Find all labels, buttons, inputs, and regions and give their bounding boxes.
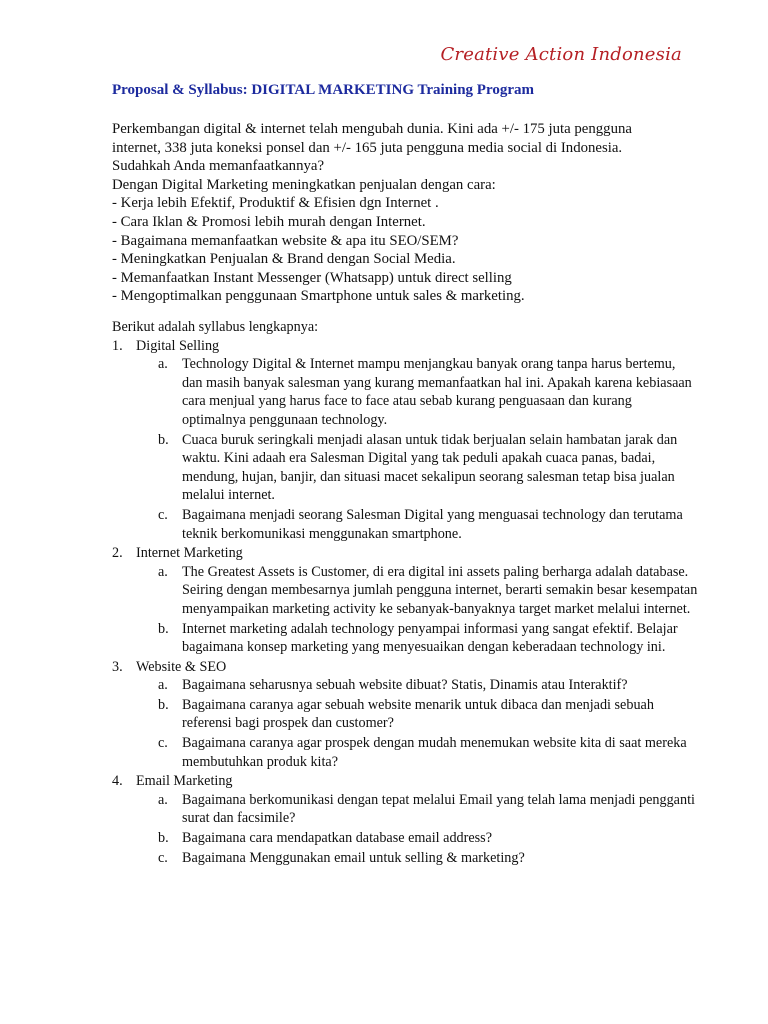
item-text-line: Bagaimana caranya agar prospek dengan mudah menemukan website kita di saat mereka bbox=[182, 735, 687, 752]
section-subitems bbox=[112, 676, 712, 771]
item-text-line: cara menjual yang harus face to face atau sebab kurang penguasaan dan kurang bbox=[182, 393, 632, 410]
intro-line: - Mengoptimalkan penggunaan Smartphone untuk sales & marketing. bbox=[112, 288, 525, 305]
section-title: Email Marketing bbox=[136, 773, 233, 790]
intro-line: - Kerja lebih Efektif, Produktif & Efisien dgn Internet . bbox=[112, 195, 439, 212]
item-text-line: Internet marketing adalah technology penyampai informasi yang sangat efektif. Belajar bbox=[182, 620, 678, 637]
item-text-line: The Greatest Assets is Customer, di era digital ini assets paling berharga adalah database. bbox=[182, 563, 689, 580]
item-text-line: waktu. Kini adaah era Salesman Digital yang tak peduli apakah cuaca panas, badai, bbox=[182, 450, 656, 467]
section-number: 1. bbox=[112, 337, 123, 354]
item-text-line: Bagaimana menjadi seorang Salesman Digital yang menguasai technology dan terutama bbox=[182, 506, 683, 523]
list-item bbox=[112, 431, 718, 505]
syllabus-heading: Berikut adalah syllabus lengkapnya: bbox=[112, 319, 319, 335]
syllabus-section-item bbox=[112, 337, 712, 544]
intro-line: - Cara Iklan & Promosi lebih murah dengan Internet. bbox=[112, 213, 426, 230]
syllabus-section-item bbox=[112, 658, 712, 772]
item-text-line: referensi bagi prospek dan customer? bbox=[182, 715, 394, 732]
item-letter: a. bbox=[158, 356, 168, 373]
item-letter: c. bbox=[158, 506, 168, 523]
intro-line: Sudahkah Anda memanfaatkannya? bbox=[112, 158, 325, 175]
item-text-line: menyampaikan marketing activity ke sebanyak-banyaknya target market melalui internet. bbox=[182, 600, 691, 617]
section-title: Internet Marketing bbox=[136, 545, 243, 562]
list-item bbox=[112, 791, 718, 828]
item-letter: b. bbox=[158, 620, 169, 637]
syllabus-section bbox=[112, 318, 712, 868]
item-text-line: teknik berkomunikasi menggunakan smartphone. bbox=[182, 525, 462, 542]
item-text-line: membutuhkan produk kita? bbox=[182, 753, 339, 770]
intro-line: - Bagaimana memanfaatkan website & apa itu SEO/SEM? bbox=[112, 232, 459, 249]
section-title: Digital Selling bbox=[136, 337, 220, 354]
item-letter: c. bbox=[158, 849, 168, 866]
item-text-line: Seiring dengan membesarnya jumlah pengguna internet, berarti semakin besar kesempatan bbox=[182, 582, 698, 599]
item-text-line: Bagaimana caranya agar sebuah website menarik untuk dibaca dan menjadi sebuah bbox=[182, 696, 654, 713]
list-item bbox=[112, 563, 718, 619]
item-text-line: Bagaimana Menggunakan email untuk selling & marketing? bbox=[182, 849, 525, 866]
item-text-line: Bagaimana cara mendapatkan database email address? bbox=[182, 830, 492, 847]
list-item bbox=[112, 829, 718, 848]
section-subitems bbox=[112, 355, 712, 543]
list-item bbox=[112, 620, 718, 657]
item-text-line: surat dan facsimile? bbox=[182, 810, 296, 827]
intro-line: - Memanfaatkan Instant Messenger (Whatsapp) untuk direct selling bbox=[112, 269, 512, 286]
item-letter: a. bbox=[158, 791, 168, 808]
item-text-line: mendung, hujan, banjir, dan situasi macet sekalipun seorang salesman tetap bisa jualan bbox=[182, 468, 675, 485]
list-item bbox=[112, 506, 718, 543]
item-text-line: Cuaca buruk seringkali menjadi alasan untuk tidak berjualan selain hambatan jarak dan bbox=[182, 431, 678, 448]
syllabus-list bbox=[112, 337, 712, 868]
intro-line: - Meningkatkan Penjualan & Brand dengan Social Media. bbox=[112, 251, 456, 268]
intro-line: Perkembangan digital & internet telah mengubah dunia. Kini ada +/- 175 juta pengguna bbox=[112, 121, 632, 137]
section-heading bbox=[112, 658, 712, 677]
section-heading bbox=[112, 772, 712, 791]
section-number: 4. bbox=[112, 773, 123, 790]
item-text-line: melalui internet. bbox=[182, 487, 275, 504]
item-letter: a. bbox=[158, 563, 168, 580]
list-item bbox=[112, 676, 718, 695]
syllabus-section-item bbox=[112, 772, 712, 867]
document-title: Proposal & Syllabus: DIGITAL MARKETING Training Program bbox=[112, 82, 534, 98]
item-letter: b. bbox=[158, 830, 169, 847]
list-item bbox=[112, 734, 718, 771]
item-text-line: Bagaimana seharusnya sebuah website dibuat? Statis, Dinamis atau Interaktif? bbox=[182, 677, 628, 694]
item-letter: b. bbox=[158, 696, 169, 713]
intro-line: Dengan Digital Marketing meningkatkan penjualan dengan cara: bbox=[112, 176, 496, 193]
section-heading bbox=[112, 337, 712, 356]
section-number: 3. bbox=[112, 658, 123, 675]
syllabus-section-item bbox=[112, 544, 712, 657]
brand-logo: Creative Action Indonesia bbox=[440, 44, 682, 65]
item-text-line: dan masih banyak salesman yang kurang memanfaatkan hal ini. Apakah karena kebiasaan bbox=[182, 374, 692, 391]
intro-line: internet, 338 juta koneksi ponsel dan +/- 165 juta pengguna media social di Indonesia. bbox=[112, 139, 623, 156]
item-letter: b. bbox=[158, 431, 169, 448]
section-number: 2. bbox=[112, 545, 123, 562]
list-item bbox=[112, 696, 718, 733]
section-title: Website & SEO bbox=[136, 658, 227, 675]
item-text-line: bagaimana konsep marketing yang menyesuaikan dengan keberadaan technology ini. bbox=[182, 639, 666, 656]
list-item bbox=[112, 355, 718, 429]
section-subitems bbox=[112, 791, 712, 867]
item-text-line: Bagaimana berkomunikasi dengan tepat melalui Email yang telah lama menjadi pengganti bbox=[182, 791, 695, 808]
item-text-line: optimalnya penggunaan technology. bbox=[182, 411, 388, 428]
item-letter: c. bbox=[158, 735, 168, 752]
item-letter: a. bbox=[158, 677, 168, 694]
intro-paragraph bbox=[112, 120, 712, 306]
section-subitems bbox=[112, 563, 712, 657]
section-heading bbox=[112, 544, 712, 563]
list-item bbox=[112, 849, 718, 868]
item-text-line: Technology Digital & Internet mampu menjangkau banyak orang tanpa harus bertemu, bbox=[182, 356, 676, 373]
